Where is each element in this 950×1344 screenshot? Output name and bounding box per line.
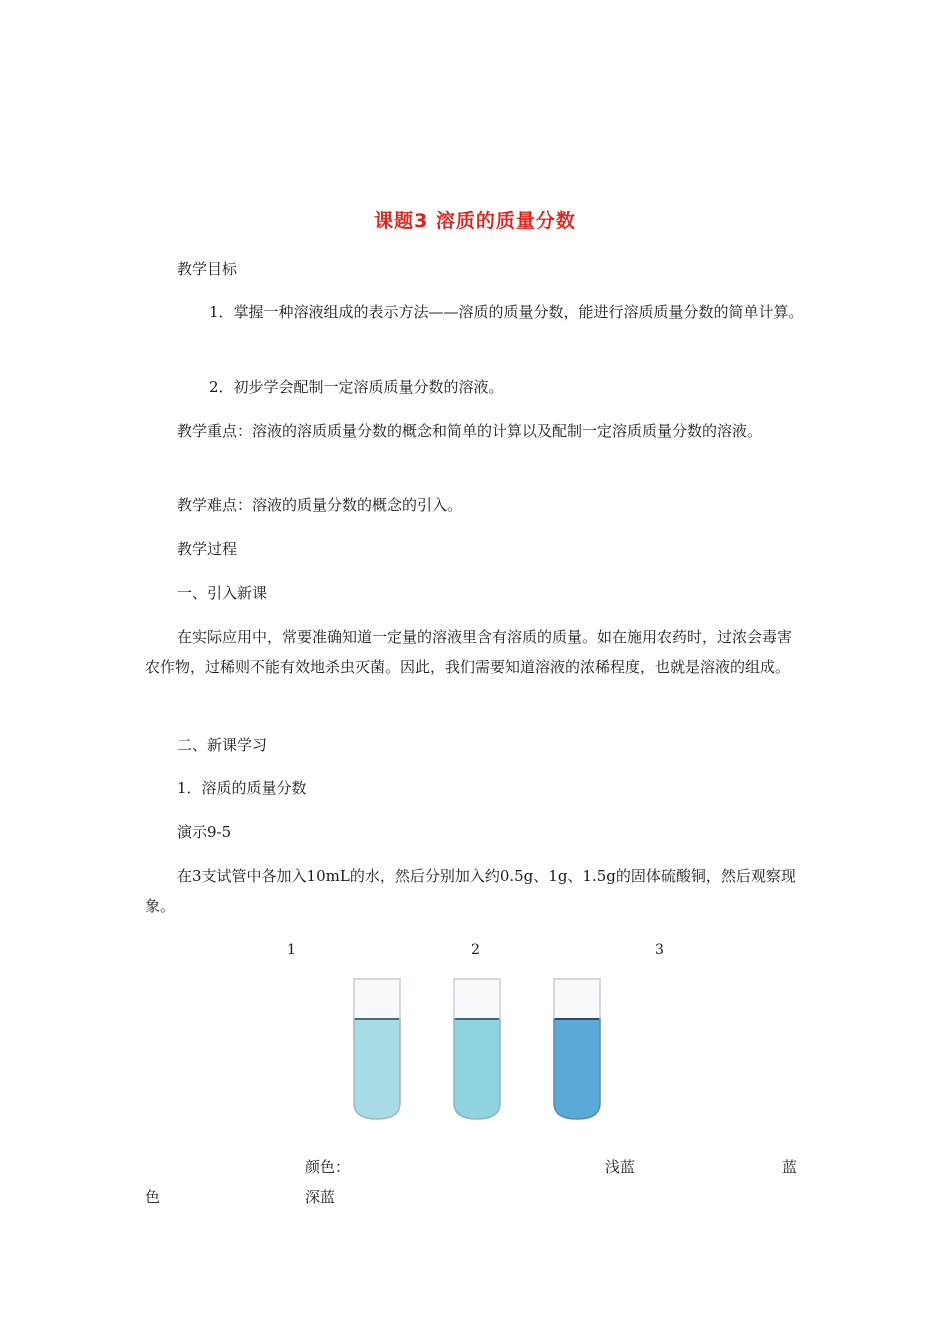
test-tubes-image <box>340 975 620 1125</box>
key-point: 教学重点：溶液的溶质质量分数的概念和简单的计算以及配制一定溶质质量分数的溶液。 <box>177 422 763 440</box>
test-tube-2 <box>454 979 500 1119</box>
difficulty: 教学难点：溶液的质量分数的概念的引入。 <box>177 496 463 514</box>
color-dark-blue: 深蓝 <box>305 1188 336 1206</box>
demo-paragraph: 在3支试管中各加入10mL的水，然后分别加入约0.5g、1g、1.5g的固体硫酸铜，然后观察现象。 <box>145 867 796 915</box>
page-title: 课题3 溶质的质量分数 <box>374 210 576 232</box>
goal-2: 2．初步学会配制一定溶质质量分数的溶液。 <box>209 378 504 396</box>
color-blue: 蓝 <box>782 1158 798 1176</box>
subsection-1-heading: 1．溶质的质量分数 <box>177 779 307 797</box>
tube-label-2: 2 <box>471 942 480 958</box>
color-blue-suffix: 色 <box>145 1188 161 1206</box>
test-tube-1 <box>354 979 400 1119</box>
test-tube-3 <box>554 979 600 1119</box>
process-heading: 教学过程 <box>177 540 238 558</box>
section-1-heading: 一、引入新课 <box>177 584 268 602</box>
color-light-blue: 浅蓝 <box>605 1158 636 1176</box>
color-label: 颜色： <box>305 1158 351 1176</box>
tube-label-3: 3 <box>655 942 664 958</box>
goal-1: 1．掌握一种溶液组成的表示方法——溶质的质量分数，能进行溶质质量分数的简单计算。 <box>209 303 804 321</box>
demo-label: 演示9-5 <box>177 823 232 841</box>
tube-label-1: 1 <box>287 942 296 958</box>
intro-paragraph: 在实际应用中，常要准确知道一定量的溶液里含有溶质的质量。如在施用农药时，过浓会毒害农作物，过稀则不能有效地杀虫灭菌。因此，我们需要知道溶液的浓稀程度，也就是溶液的组成。 <box>145 628 793 676</box>
section-2-heading: 二、新课学习 <box>177 736 268 754</box>
goals-heading: 教学目标 <box>177 260 238 278</box>
